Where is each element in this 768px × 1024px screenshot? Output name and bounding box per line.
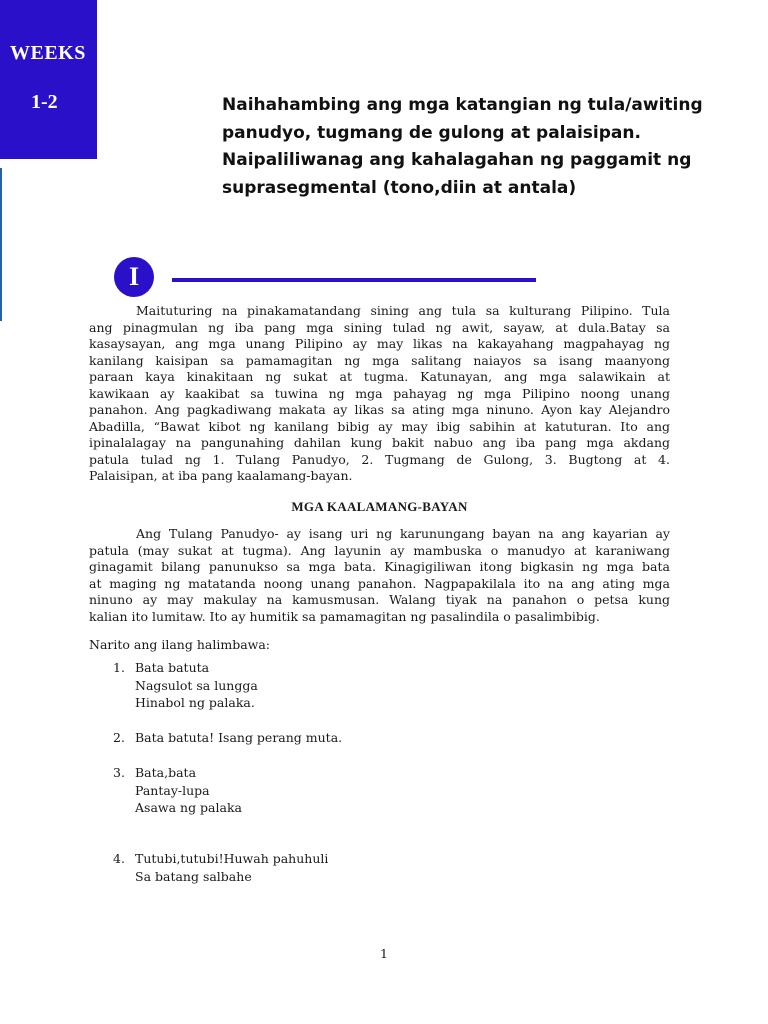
verse-line: Sa batang salbahe [135, 868, 252, 884]
section-badge: I [114, 257, 154, 297]
weeks-range: 1-2 [31, 91, 58, 113]
paragraph-line: Ang Tulang Panudyo- ay isang uri ng karunungang bayan na ang kayarian ay [136, 526, 670, 541]
paragraph-line: Palaisipan, at iba pang kaalamang-bayan. [89, 468, 353, 483]
left-margin-rule [0, 168, 2, 321]
lesson-title [222, 92, 703, 202]
paragraph-line: ang pinagmulan ng iba pang mga sining tulad ng awit, sayaw, at dula.Batay sa [89, 319, 670, 335]
verse-line: Bata,bata [135, 765, 197, 780]
verse-line: Pantay-lupa [135, 782, 210, 798]
paragraph-line: Abadilla, “Bawat kibot ng kanilang bibig ay may ibig sabihin at katuturan. Ito ang [89, 418, 670, 434]
verse-line: Asawa ng palaka [135, 800, 242, 815]
paragraph-line: patula (may sukat at tugma). Ang layunin ay mambuska o manudyo at karaniwang [89, 542, 670, 558]
verse-line: Hinabol ng palaka. [135, 695, 255, 710]
paragraph-line: patula tulad ng 1. Tulang Panudyo, 2. Tugmang de Gulong, 3. Bugtong at 4. [89, 451, 670, 467]
page-number: 1 [380, 946, 388, 961]
paragraph-line: kasaysayan, ang mga unang Pilipino ay may likas na kakayahang magpahayag ng [89, 336, 670, 351]
title-line: suprasegmental (tono,diin at antala) [222, 177, 577, 198]
examples-intro: Narito ang ilang halimbawa: [89, 637, 271, 652]
paragraph-line: kanilang kaisipan sa pamamagitan ng mga salitang naiayos sa isang maanyong [89, 352, 670, 368]
paragraph-line: ipinalalagay na pangunahing dahilan kung bakit nabuo ang iba pang mga akdang [89, 435, 670, 450]
title-line: panudyo, tugmang de gulong at palaisipan. [222, 122, 641, 143]
paragraph-line: kawikaan ay kaakibat sa tuwina ng mga pahayag ng mga Pilipino noong unang [89, 385, 670, 401]
paragraph-line: Maituturing na pinakamatandang sining ang tula sa kulturang Pilipino. Tula [136, 303, 670, 318]
paragraph-line: ginagamit bilang panunukso sa mga bata. Kinagigiliwan itong bigkasin ng mga bata [89, 559, 670, 574]
title-line: Naihahambing ang mga katangian ng tula/awiting [222, 95, 703, 115]
section-heading: MGA KAALAMANG-BAYAN [291, 499, 468, 514]
paragraph-line: panahon. Ang pagkadiwang makata ay likas sa ating mga ninuno. Ayon kay Alejandro [89, 402, 670, 417]
paragraph-line: paraan kaya kinakitaan ng sukat at tugma. Katunayan, ang mga salawikain at [89, 369, 670, 384]
list-number: 2. [113, 730, 125, 745]
paragraph-tulang-panudyo [89, 526, 670, 625]
weeks-box [0, 0, 97, 159]
verse-line: Bata batuta [135, 660, 210, 675]
list-number: 3. [113, 765, 125, 780]
list-number: 1. [113, 660, 125, 675]
list-number: 4. [113, 851, 125, 866]
title-line: Naipaliliwanag ang kahalagahan ng paggamit ng [222, 150, 692, 170]
paragraph-line: at maging ng matatanda noong unang panahon. Nagpapakilala ito na ang ating mga [89, 575, 670, 591]
verse-line: Nagsulot sa lungga [135, 677, 258, 693]
verse-line: Bata batuta! Isang perang muta. [135, 730, 343, 745]
paragraph-line: ninuno ay may makulay na kamusmusan. Walang tiyak na panahon o petsa kung [89, 592, 670, 607]
weeks-label: WEEKS [10, 42, 86, 64]
paragraph-intro [89, 303, 670, 485]
paragraph-line: kalian ito lumitaw. Ito ay humitik sa pamamagitan ng pasalindila o pasalimbibig. [89, 608, 600, 624]
verse-line: Tutubi,tutubi!Huwah pahuhuli [135, 851, 329, 866]
section-rule [172, 278, 536, 282]
